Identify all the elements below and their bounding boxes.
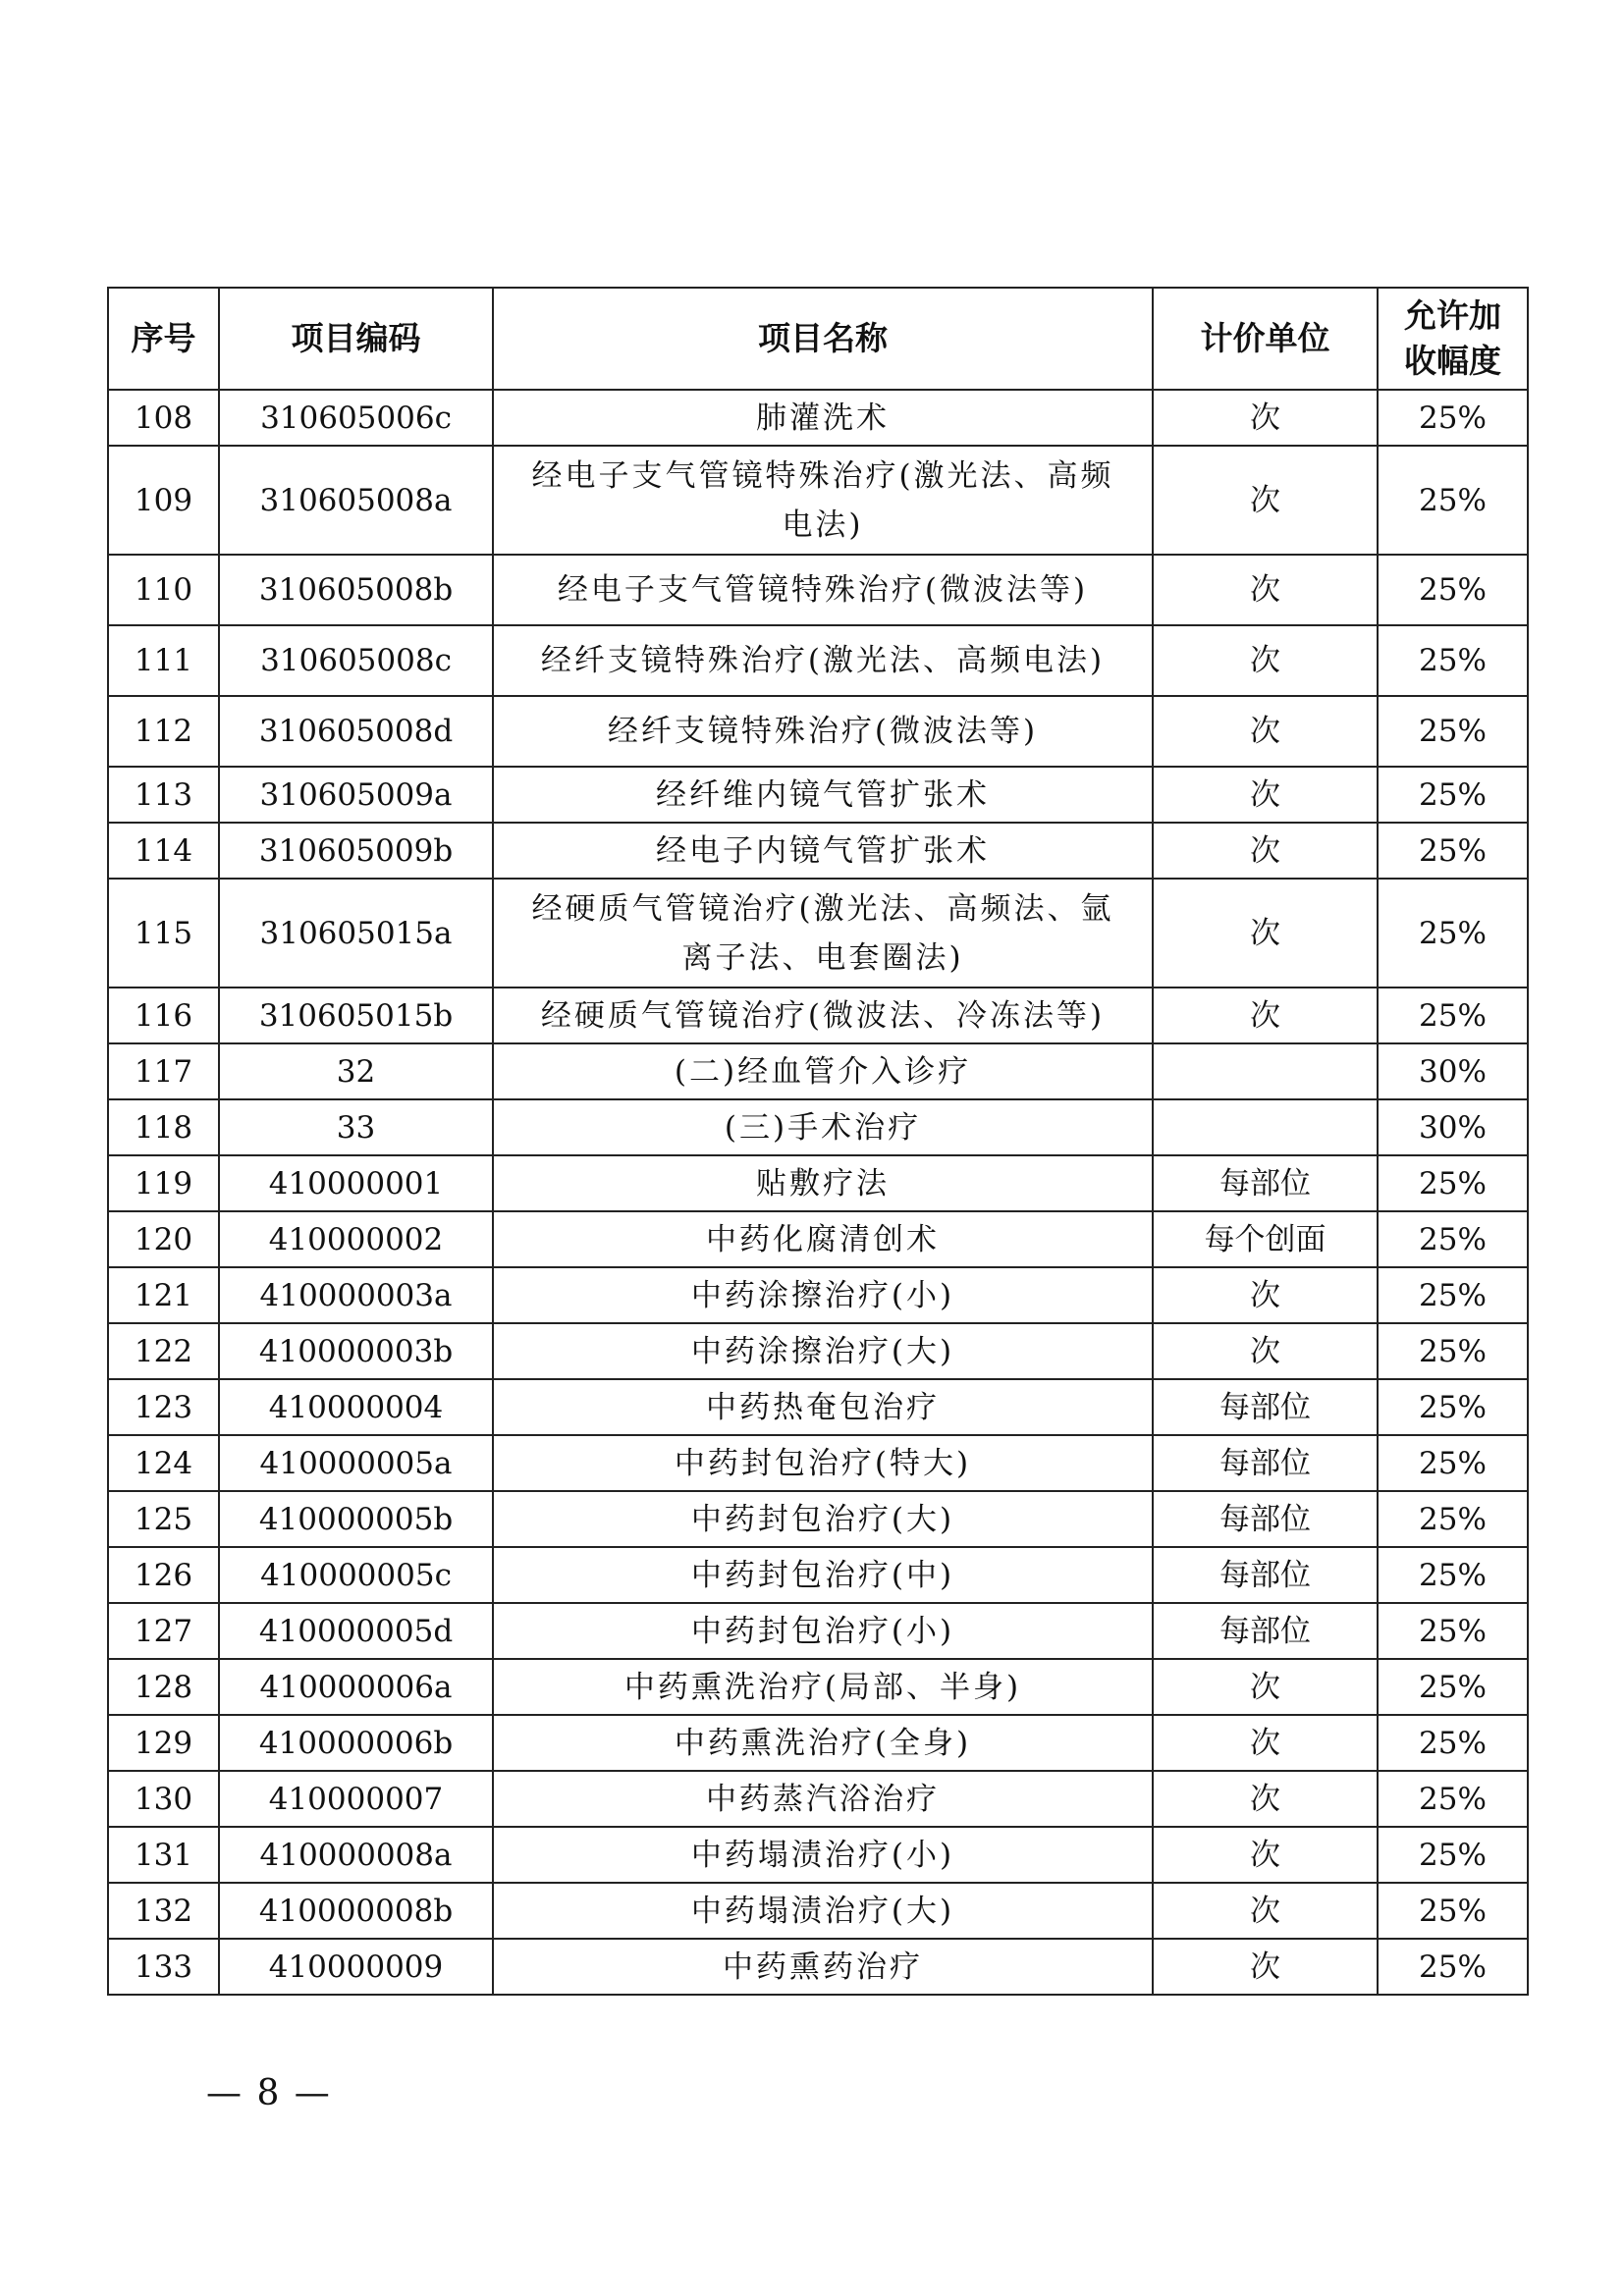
cell-name: 经纤维内镜气管扩张术 xyxy=(493,767,1153,823)
cell-rate: 25% xyxy=(1378,1435,1528,1491)
cell-seq: 118 xyxy=(108,1099,219,1155)
cell-unit: 次 xyxy=(1153,446,1378,555)
cell-code: 410000003a xyxy=(219,1267,493,1323)
cell-seq: 121 xyxy=(108,1267,219,1323)
cell-rate: 25% xyxy=(1378,1603,1528,1659)
table-row xyxy=(108,696,1528,767)
cell-name: 经纤支镜特殊治疗(激光法、高频电法) xyxy=(493,625,1153,696)
cell-code: 410000005d xyxy=(219,1603,493,1659)
table-row xyxy=(108,1939,1528,1995)
cell-unit: 次 xyxy=(1153,696,1378,767)
table-row xyxy=(108,1379,1528,1435)
cell-unit: 每部位 xyxy=(1153,1547,1378,1603)
cell-unit xyxy=(1153,1099,1378,1155)
table-row xyxy=(108,1547,1528,1603)
cell-code: 310605008c xyxy=(219,625,493,696)
cell-seq: 132 xyxy=(108,1883,219,1939)
cell-code: 32 xyxy=(219,1043,493,1099)
cell-seq: 123 xyxy=(108,1379,219,1435)
cell-rate: 25% xyxy=(1378,1211,1528,1267)
table-row xyxy=(108,767,1528,823)
cell-rate: 25% xyxy=(1378,1883,1528,1939)
table-row xyxy=(108,1099,1528,1155)
cell-rate: 25% xyxy=(1378,390,1528,446)
cell-rate: 25% xyxy=(1378,879,1528,988)
cell-name: (二)经血管介入诊疗 xyxy=(493,1043,1153,1099)
cell-unit: 每部位 xyxy=(1153,1379,1378,1435)
cell-code: 410000008a xyxy=(219,1827,493,1883)
cell-name: 经硬质气管镜治疗(微波法、冷冻法等) xyxy=(493,988,1153,1043)
cell-name: 经电子支气管镜特殊治疗(微波法等) xyxy=(493,555,1153,625)
cell-seq: 116 xyxy=(108,988,219,1043)
cell-unit: 次 xyxy=(1153,879,1378,988)
cell-unit: 次 xyxy=(1153,1323,1378,1379)
cell-seq: 124 xyxy=(108,1435,219,1491)
cell-rate: 30% xyxy=(1378,1043,1528,1099)
cell-rate: 25% xyxy=(1378,1379,1528,1435)
cell-code: 310605006c xyxy=(219,390,493,446)
cell-name: 中药涂擦治疗(大) xyxy=(493,1323,1153,1379)
cell-rate: 25% xyxy=(1378,1267,1528,1323)
cell-name xyxy=(493,879,1153,988)
cell-name: 贴敷疗法 xyxy=(493,1155,1153,1211)
table-row xyxy=(108,555,1528,625)
cell-rate: 25% xyxy=(1378,555,1528,625)
cell-seq: 130 xyxy=(108,1771,219,1827)
cell-name: 中药熏洗治疗(局部、半身) xyxy=(493,1659,1153,1715)
cell-name: 中药塌渍治疗(小) xyxy=(493,1827,1153,1883)
page-number: — 8 — xyxy=(206,2073,332,2113)
cell-unit: 次 xyxy=(1153,1267,1378,1323)
table-row xyxy=(108,1771,1528,1827)
cell-code: 410000002 xyxy=(219,1211,493,1267)
cell-seq: 109 xyxy=(108,446,219,555)
cell-code: 410000001 xyxy=(219,1155,493,1211)
cell-seq: 111 xyxy=(108,625,219,696)
table-row xyxy=(108,1043,1528,1099)
pricing-table xyxy=(107,287,1529,1996)
cell-unit: 次 xyxy=(1153,625,1378,696)
cell-seq: 117 xyxy=(108,1043,219,1099)
cell-rate: 25% xyxy=(1378,1715,1528,1771)
cell-rate: 30% xyxy=(1378,1099,1528,1155)
table-row xyxy=(108,446,1528,555)
cell-rate: 25% xyxy=(1378,625,1528,696)
cell-name: 中药塌渍治疗(大) xyxy=(493,1883,1153,1939)
cell-seq: 114 xyxy=(108,823,219,879)
cell-unit: 每部位 xyxy=(1153,1435,1378,1491)
cell-seq: 110 xyxy=(108,555,219,625)
header-unit: 计价单位 xyxy=(1153,288,1378,390)
cell-unit: 次 xyxy=(1153,555,1378,625)
cell-name: 中药封包治疗(小) xyxy=(493,1603,1153,1659)
cell-seq: 115 xyxy=(108,879,219,988)
cell-rate: 25% xyxy=(1378,1659,1528,1715)
cell-unit: 次 xyxy=(1153,1827,1378,1883)
cell-seq: 126 xyxy=(108,1547,219,1603)
cell-name: 肺灌洗术 xyxy=(493,390,1153,446)
cell-seq: 129 xyxy=(108,1715,219,1771)
table-row xyxy=(108,988,1528,1043)
table-row xyxy=(108,390,1528,446)
cell-seq: 133 xyxy=(108,1939,219,1995)
cell-seq: 120 xyxy=(108,1211,219,1267)
cell-unit: 每部位 xyxy=(1153,1155,1378,1211)
cell-name: 中药蒸汽浴治疗 xyxy=(493,1771,1153,1827)
cell-code: 410000006a xyxy=(219,1659,493,1715)
cell-code: 410000009 xyxy=(219,1939,493,1995)
cell-unit: 次 xyxy=(1153,823,1378,879)
cell-name: 中药封包治疗(大) xyxy=(493,1491,1153,1547)
table-row xyxy=(108,823,1528,879)
table-row xyxy=(108,1491,1528,1547)
cell-unit: 每部位 xyxy=(1153,1603,1378,1659)
table-row xyxy=(108,1155,1528,1211)
cell-unit: 次 xyxy=(1153,1771,1378,1827)
header-markup-line2: 收幅度 xyxy=(1404,342,1501,380)
cell-seq: 125 xyxy=(108,1491,219,1547)
cell-name: 中药化腐清创术 xyxy=(493,1211,1153,1267)
cell-rate: 25% xyxy=(1378,1939,1528,1995)
cell-code: 410000007 xyxy=(219,1771,493,1827)
cell-rate: 25% xyxy=(1378,1771,1528,1827)
table-row xyxy=(108,1267,1528,1323)
table-row xyxy=(108,625,1528,696)
cell-code: 410000005b xyxy=(219,1491,493,1547)
cell-unit: 每个创面 xyxy=(1153,1211,1378,1267)
cell-code: 410000008b xyxy=(219,1883,493,1939)
table-row xyxy=(108,1323,1528,1379)
cell-rate: 25% xyxy=(1378,823,1528,879)
cell-name xyxy=(493,446,1153,555)
cell-code: 310605008b xyxy=(219,555,493,625)
cell-name: 中药热奄包治疗 xyxy=(493,1379,1153,1435)
cell-code: 410000003b xyxy=(219,1323,493,1379)
cell-seq: 131 xyxy=(108,1827,219,1883)
table-row xyxy=(108,1435,1528,1491)
cell-rate: 25% xyxy=(1378,1491,1528,1547)
cell-name-line2: 电法) xyxy=(782,507,864,543)
cell-name: 经纤支镜特殊治疗(微波法等) xyxy=(493,696,1153,767)
cell-unit: 次 xyxy=(1153,767,1378,823)
cell-name-line1: 经硬质气管镜治疗(激光法、高频法、氩 xyxy=(531,890,1114,927)
cell-name-line2: 离子法、电套圈法) xyxy=(681,939,964,976)
cell-code: 410000006b xyxy=(219,1715,493,1771)
cell-unit: 次 xyxy=(1153,988,1378,1043)
table-row xyxy=(108,1883,1528,1939)
cell-name: 经电子内镜气管扩张术 xyxy=(493,823,1153,879)
cell-seq: 122 xyxy=(108,1323,219,1379)
cell-unit: 次 xyxy=(1153,1939,1378,1995)
cell-code: 310605008a xyxy=(219,446,493,555)
cell-name: 中药熏洗治疗(全身) xyxy=(493,1715,1153,1771)
header-seq: 序号 xyxy=(108,288,219,390)
cell-name: 中药封包治疗(中) xyxy=(493,1547,1153,1603)
cell-code: 410000004 xyxy=(219,1379,493,1435)
cell-name: 中药涂擦治疗(小) xyxy=(493,1267,1153,1323)
cell-name-line1: 经电子支气管镜特殊治疗(激光法、高频 xyxy=(531,457,1114,494)
cell-rate: 25% xyxy=(1378,696,1528,767)
cell-name: 中药熏药治疗 xyxy=(493,1939,1153,1995)
table-row xyxy=(108,1715,1528,1771)
cell-unit xyxy=(1153,1043,1378,1099)
header-markup-line1: 允许加 xyxy=(1404,296,1501,335)
cell-code: 310605015b xyxy=(219,988,493,1043)
cell-rate: 25% xyxy=(1378,767,1528,823)
cell-seq: 113 xyxy=(108,767,219,823)
cell-seq: 119 xyxy=(108,1155,219,1211)
table-header-row xyxy=(108,288,1528,390)
cell-seq: 128 xyxy=(108,1659,219,1715)
header-code: 项目编码 xyxy=(219,288,493,390)
cell-rate: 25% xyxy=(1378,1827,1528,1883)
cell-unit: 次 xyxy=(1153,1715,1378,1771)
table-row xyxy=(108,1211,1528,1267)
header-name: 项目名称 xyxy=(493,288,1153,390)
cell-code: 310605008d xyxy=(219,696,493,767)
cell-seq: 108 xyxy=(108,390,219,446)
cell-code: 310605015a xyxy=(219,879,493,988)
cell-unit: 次 xyxy=(1153,1659,1378,1715)
cell-rate: 25% xyxy=(1378,988,1528,1043)
table-row xyxy=(108,879,1528,988)
cell-rate: 25% xyxy=(1378,1547,1528,1603)
cell-code: 310605009a xyxy=(219,767,493,823)
cell-code: 410000005a xyxy=(219,1435,493,1491)
cell-seq: 112 xyxy=(108,696,219,767)
cell-code: 410000005c xyxy=(219,1547,493,1603)
table-row xyxy=(108,1827,1528,1883)
cell-unit: 次 xyxy=(1153,1883,1378,1939)
cell-rate: 25% xyxy=(1378,1323,1528,1379)
table-row xyxy=(108,1603,1528,1659)
cell-name: (三)手术治疗 xyxy=(493,1099,1153,1155)
cell-name: 中药封包治疗(特大) xyxy=(493,1435,1153,1491)
cell-code: 33 xyxy=(219,1099,493,1155)
header-markup xyxy=(1378,288,1528,390)
cell-rate: 25% xyxy=(1378,1155,1528,1211)
cell-unit: 次 xyxy=(1153,390,1378,446)
table-row xyxy=(108,1659,1528,1715)
cell-unit: 每部位 xyxy=(1153,1491,1378,1547)
cell-code: 310605009b xyxy=(219,823,493,879)
cell-seq: 127 xyxy=(108,1603,219,1659)
cell-rate: 25% xyxy=(1378,446,1528,555)
